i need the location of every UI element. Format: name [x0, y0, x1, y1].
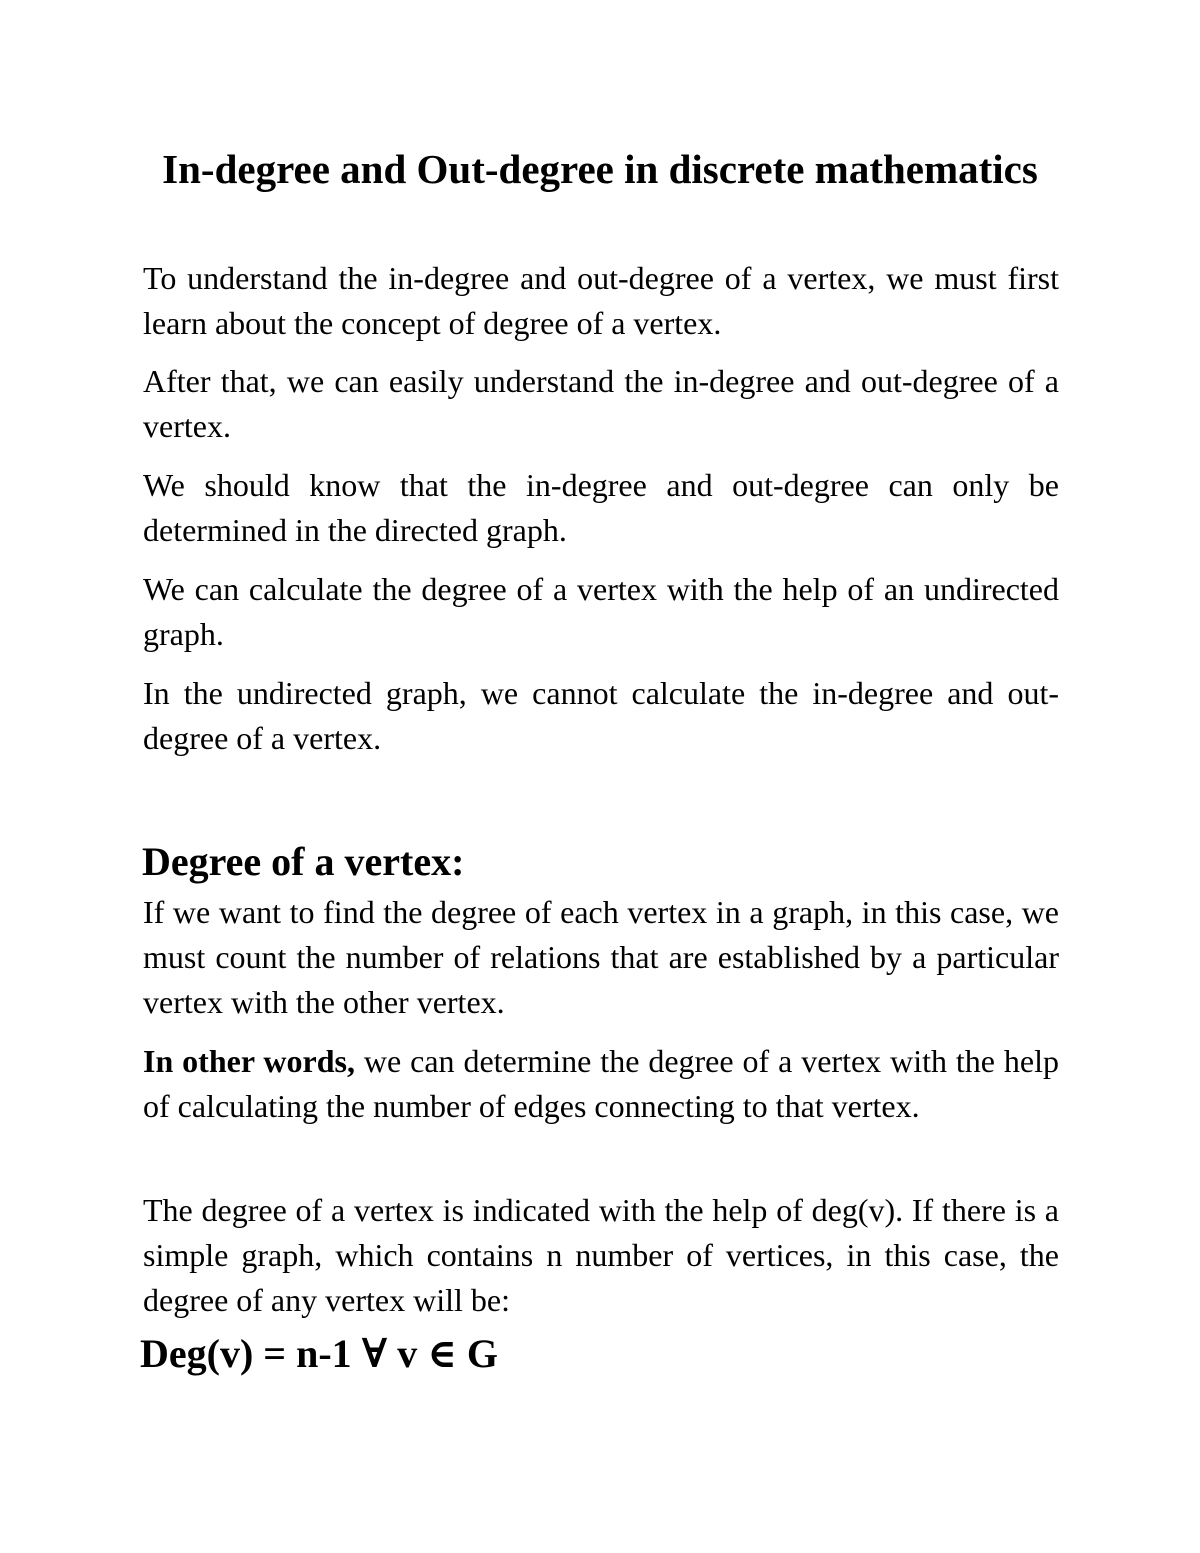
document-title: In-degree and Out-degree in discrete mathematics	[162, 146, 1038, 192]
degree-formula: Deg(v) = n-1 ∀ v ∈ G	[140, 1331, 499, 1376]
section-paragraph-2-text: we can determine the degree of a vertex with the help of calculating the number of edges connecting to that vertex.	[143, 1043, 1060, 1124]
section-paragraph-3: The degree of a vertex is indicated with the help of deg(v). If there is a simple graph, which contains n number of vertices, in this case, the degree of any vertex will be:	[143, 1192, 1059, 1318]
section-heading: Degree of a vertex:	[142, 839, 465, 884]
intro-paragraph-2: After that, we can easily understand the in-degree and out-degree of a vertex.	[143, 363, 1059, 444]
intro-paragraph-5: In the undirected graph, we cannot calculate the in-degree and out-degree of a vertex.	[143, 675, 1059, 756]
section-paragraph-2	[143, 1039, 1059, 1129]
section-paragraph-1: If we want to find the degree of each vertex in a graph, in this case, we must count the number of relations that are established by a particular vertex with the other vertex.	[143, 894, 1059, 1020]
intro-paragraph-3: We should know that the in-degree and out-degree can only be determined in the directed graph.	[143, 467, 1059, 548]
emphasis-in-other-words: In other words,	[143, 1043, 355, 1079]
intro-paragraph-1: To understand the in-degree and out-degree of a vertex, we must first learn about the concept of degree of a vertex.	[143, 260, 1059, 341]
intro-paragraph-4: We can calculate the degree of a vertex with the help of an undirected graph.	[143, 571, 1059, 652]
